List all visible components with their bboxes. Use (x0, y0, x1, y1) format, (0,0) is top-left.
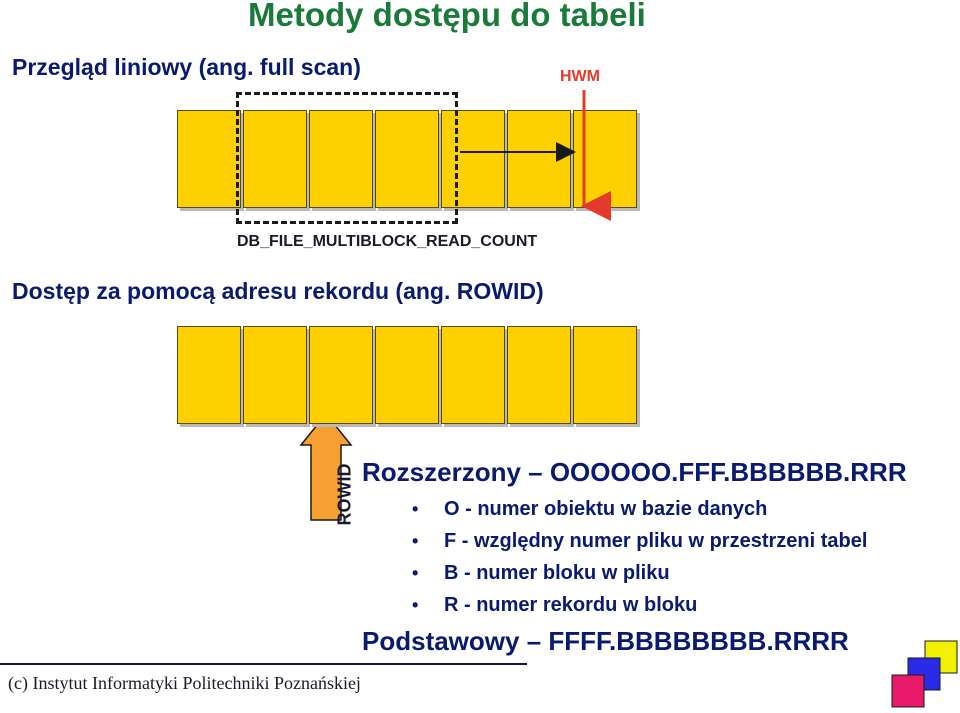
rowid-heading: Dostęp za pomocą adresu rekordu (ang. ROWID) (12, 278, 544, 304)
extended-rowid-format: Rozszerzony – OOOOOO.FFF.BBBBBB.RRR (362, 457, 907, 487)
basic-rowid-format: Podstawowy – FFFF.BBBBBBBB.RRRR (362, 626, 849, 656)
bullet-icon: • (412, 499, 419, 519)
bullet-icon: • (412, 531, 419, 551)
list-item: • R - numer rekordu w bloku (412, 594, 698, 616)
full-scan-heading: Przegląd liniowy (ang. full scan) (12, 54, 361, 80)
rowid-arrow-label: ROWID (334, 463, 355, 526)
list-item: • F - względny numer pliku w przestrzeni tabel (412, 530, 868, 552)
list-item: • O - numer obiektu w bazie danych (412, 498, 768, 520)
page-title: Metody dostępu do tabeli (248, 0, 646, 33)
bullet-icon: • (412, 563, 419, 583)
multiblock-read-count-label: DB_FILE_MULTIBLOCK_READ_COUNT (237, 233, 538, 250)
list-item: • B - numer bloku w pliku (412, 562, 670, 584)
bullet-icon: • (412, 595, 419, 615)
footer-copyright: (c) Instytut Informatyki Politechniki Poznańskiej (8, 673, 361, 693)
hwm-label: HWM (560, 68, 600, 85)
